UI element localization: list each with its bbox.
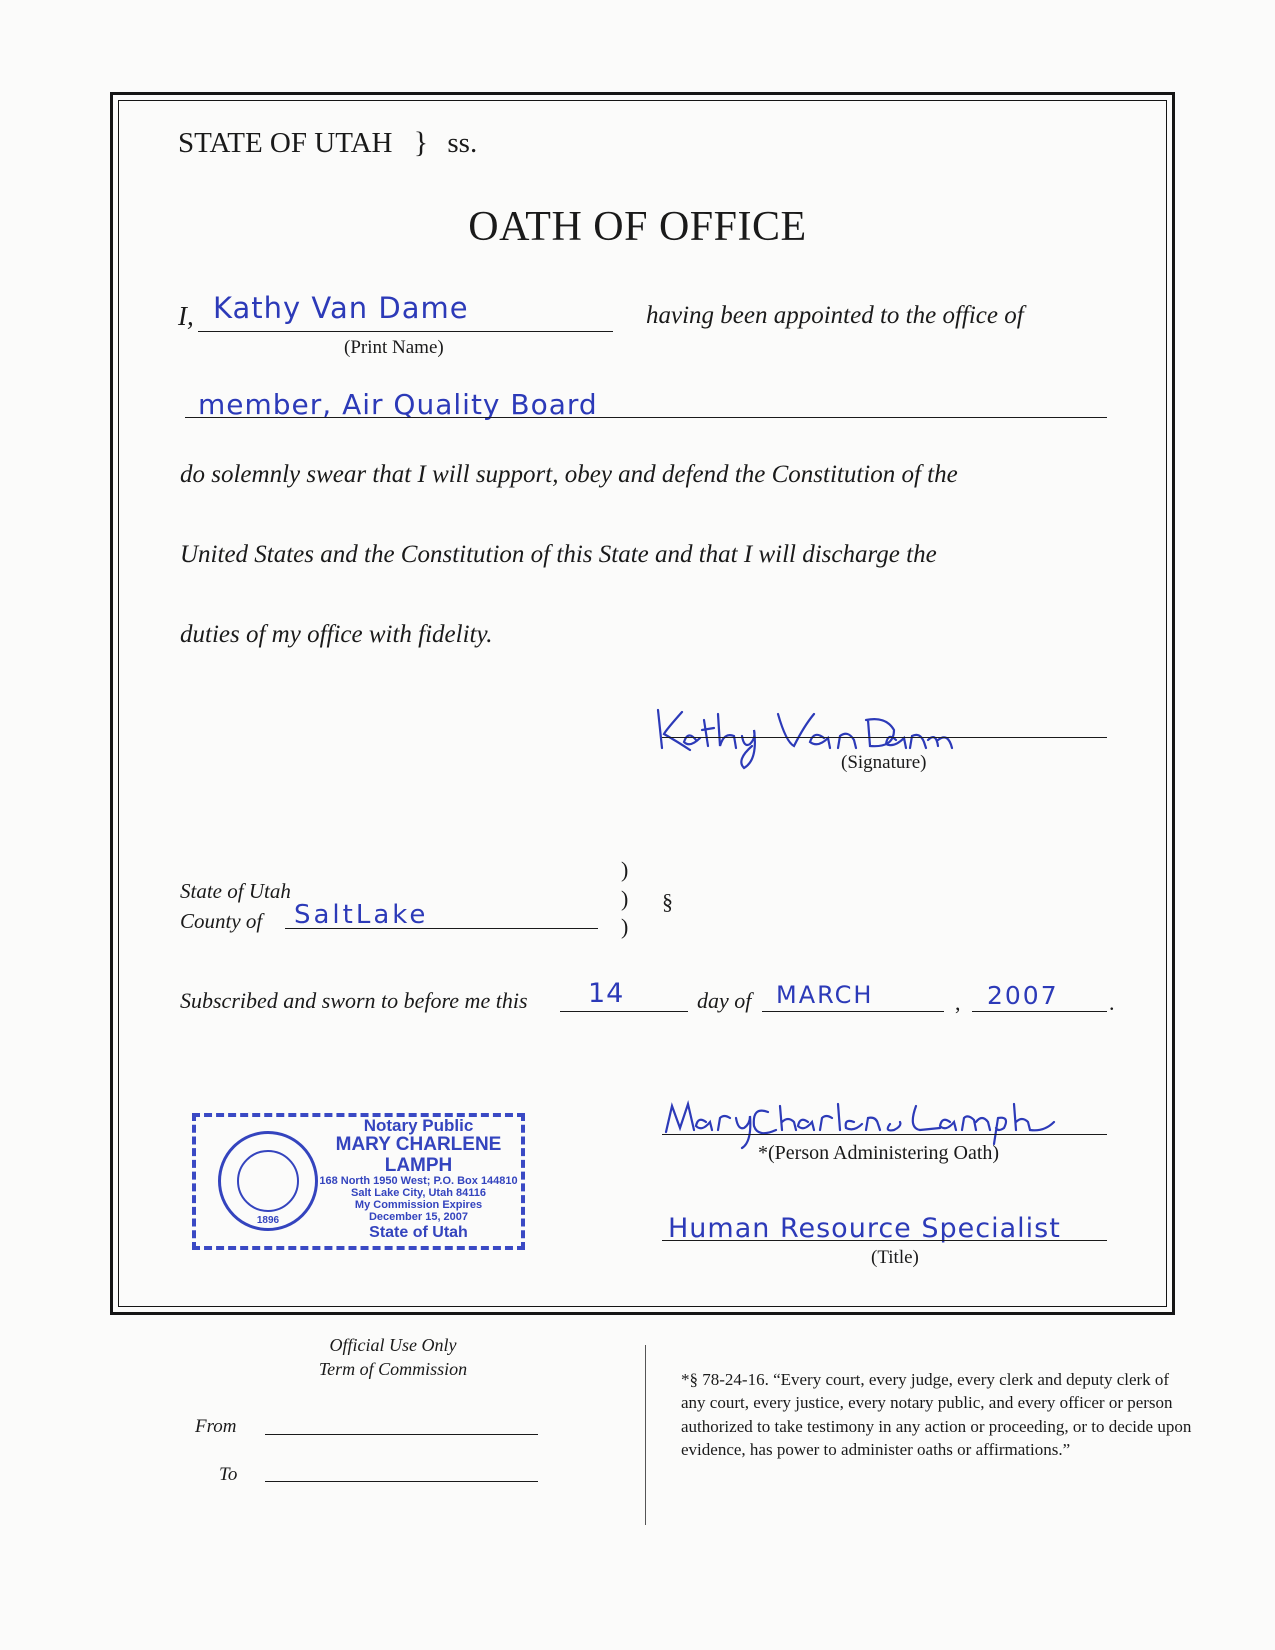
name-handwritten: Kathy Van Dame [213, 291, 469, 325]
title-handwritten: Human Resource Specialist [668, 1213, 1061, 1244]
statute-footnote: *§ 78-24-16. “Every court, every judge, every clerk and deputy clerk of any court, every justice, every notary public, and every officer or person authorized to take testimony in any action or proceeding, or to decide upon evidence, has power to administer oaths or affirmations.” [681, 1370, 1192, 1460]
brace: } [413, 126, 429, 159]
office-handwritten: member, Air Quality Board [198, 388, 598, 421]
office-line [185, 417, 1107, 418]
official-use-line-1: Official Use Only [329, 1335, 457, 1355]
oath-body-line-1: do solemnly swear that I will support, obey and defend the Constitution of the [180, 461, 958, 488]
venue-paren-2: ) [621, 886, 629, 911]
stamp-line-5: My Commission Expires [354, 1199, 483, 1212]
stamp-line-1: Notary Public [363, 1116, 474, 1135]
ss-label: ss. [447, 127, 478, 159]
page-title: OATH OF OFFICE [468, 204, 807, 250]
title-line [662, 1240, 1107, 1241]
oath-body-line-2: United States and the Constitution of this State and that I will discharge the [180, 541, 937, 568]
day-of-label: day of [697, 988, 752, 1013]
oath-body-line-3: duties of my office with fidelity. [180, 621, 493, 648]
seal-year: 1896 [256, 1215, 280, 1226]
month-handwritten: MARCH [776, 981, 874, 1009]
county-handwritten: SaltLake [294, 900, 429, 930]
venue-state-label: State of Utah [180, 879, 291, 903]
stamp-line-3: 168 North 1950 West; P.O. Box 144810 [319, 1175, 518, 1188]
venue-paren-1: ) [621, 857, 629, 882]
date-period: . [1109, 990, 1115, 1015]
title-label: (Title) [871, 1247, 919, 1268]
date-comma: , [955, 990, 961, 1015]
name-line [198, 331, 613, 332]
from-label: From [195, 1416, 237, 1437]
footer-divider [645, 1345, 646, 1525]
venue-county-label: County of [180, 909, 263, 933]
stamp-line-2: MARY CHARLENE LAMPH [335, 1134, 502, 1176]
year-handwritten: 2007 [987, 981, 1059, 1010]
notary-stamp [192, 1113, 525, 1250]
state-line: STATE OF UTAH [178, 127, 393, 159]
day-handwritten: 14 [588, 978, 625, 1009]
month-line [762, 1011, 944, 1012]
i-prefix: I, [178, 301, 194, 331]
print-name-label: (Print Name) [344, 337, 444, 358]
stamp-line-6: December 15, 2007 [368, 1211, 469, 1224]
signature-line [662, 737, 1107, 738]
section-symbol: § [662, 889, 673, 914]
year-line [972, 1011, 1107, 1012]
county-line [285, 928, 598, 929]
day-line [560, 1011, 688, 1012]
administrator-line [662, 1134, 1107, 1135]
appointed-text: having been appointed to the office of [646, 302, 1024, 329]
stamp-line-4: Salt Lake City, Utah 84116 [351, 1187, 486, 1200]
venue-paren-3: ) [621, 914, 629, 939]
stamp-text [316, 1117, 521, 1241]
subscribed-prefix: Subscribed and sworn to before me this [180, 988, 528, 1013]
stamp-line-7: State of Utah [369, 1223, 468, 1241]
state-seal-icon [218, 1131, 318, 1231]
signature-label: (Signature) [841, 752, 927, 773]
to-label: To [219, 1464, 238, 1485]
to-line [265, 1481, 538, 1482]
from-line [265, 1434, 538, 1435]
administrator-label: *(Person Administering Oath) [758, 1142, 1000, 1164]
state-header [178, 126, 477, 160]
official-use-line-2: Term of Commission [318, 1359, 468, 1379]
